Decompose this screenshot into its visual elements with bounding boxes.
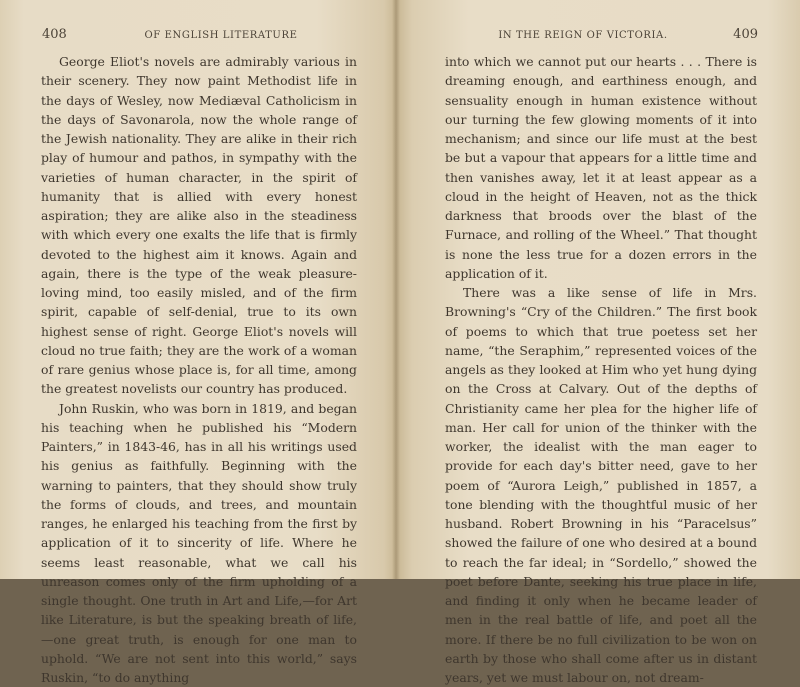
left-page-body [41, 52, 357, 687]
left-page-header [42, 30, 370, 46]
right-page-body [445, 52, 757, 687]
book-gutter [392, 0, 400, 579]
right-page-header [448, 30, 758, 46]
running-head: IN THE REIGN OF VICTORIA. [448, 30, 718, 41]
left-page [0, 0, 396, 579]
paragraph: George Eliot's novels are admirably various in their scenery. They now paint Methodist life in the days of Wesley, now Mediæval Catholicism in the days of Savonarola, now the whole range of the Jewish nationality. They are alike in their rich play of humour and pathos, in sympathy with the varieties of human character, in the spirit of humanity that is allied with every honest aspiration; they are alike also in the steadiness with which every one exalts the life that is firmly devoted to the highest aim it knows. Again and again, there is the type of the weak pleasure-loving mind, too easily misled, and of the firm spirit, capable of self-denial, true to its own highest sense of right. George Eliot's novels will cloud no true faith; they are the work of a woman of rare genius whose place is, for all time, among the greatest novelists our country has produced. [41, 52, 357, 399]
right-page [396, 0, 800, 579]
paragraph-continuation: into which we cannot put our hearts . . . There is dreaming enough, and earthiness enough, and sensuality enough in human existence without our turning the few glowing moments of it into mechanism; and since our life must at the best be but a vapour that appears for a little time and then vanishes away, let it at least appear as a cloud in the height of Heaven, not as the thick darkness that broods over the blast of the Furnace, and rolling of the Wheel.” That thought is none the less true for a dozen errors in the application of it. [445, 52, 757, 283]
paragraph: There was a like sense of life in Mrs. Browning's “Cry of the Children.” The first book of poems to which that true poetess set her name, “the Seraphim,” represented voices of the angels as they looked at Him who yet hung dying on the Cross at Calvary. Out of the depths of Christianity came her plea for the higher life of man. Her call for union of the thinker with the worker, the idealist with the man eager to provide for each day's bitter need, gave to her poem of “Aurora Leigh,” published in 1857, a tone blending with the thoughtful music of her husband. Robert Browning in his “Paracelsus” showed the failure of one who desired at a bound to reach the far ideal; in “Sordello,” showed the poet before Dante, seeking his true place in life, and finding it only when he became leader of men in the real battle of life, and poet all the more. If there be no full civilization to be won on earth by those who shall come after us in distant years, yet we must labour on, not dream- [445, 283, 757, 687]
page-number: 409 [733, 27, 758, 42]
running-head: OF ENGLISH LITERATURE [72, 30, 370, 41]
paragraph: John Ruskin, who was born in 1819, and began his teaching when he published his “Modern Painters,” in 1843-46, has in all his writings used his genius as faithfully. Beginning with the warning to painters, that they should show truly the forms of clouds, and trees, and mountain ranges, he enlarged his teaching from the first by application of it to sincerity of life. Where he seems least reasonable, what we call his unreason comes only of the firm upholding of a single thought. One truth in Art and Life,—for Art like Literature, is but the speaking breath of life,—one great truth, is enough for one man to uphold. “We are not sent into this world,” says Ruskin, “to do anything [41, 399, 357, 687]
page-number: 408 [42, 27, 67, 42]
